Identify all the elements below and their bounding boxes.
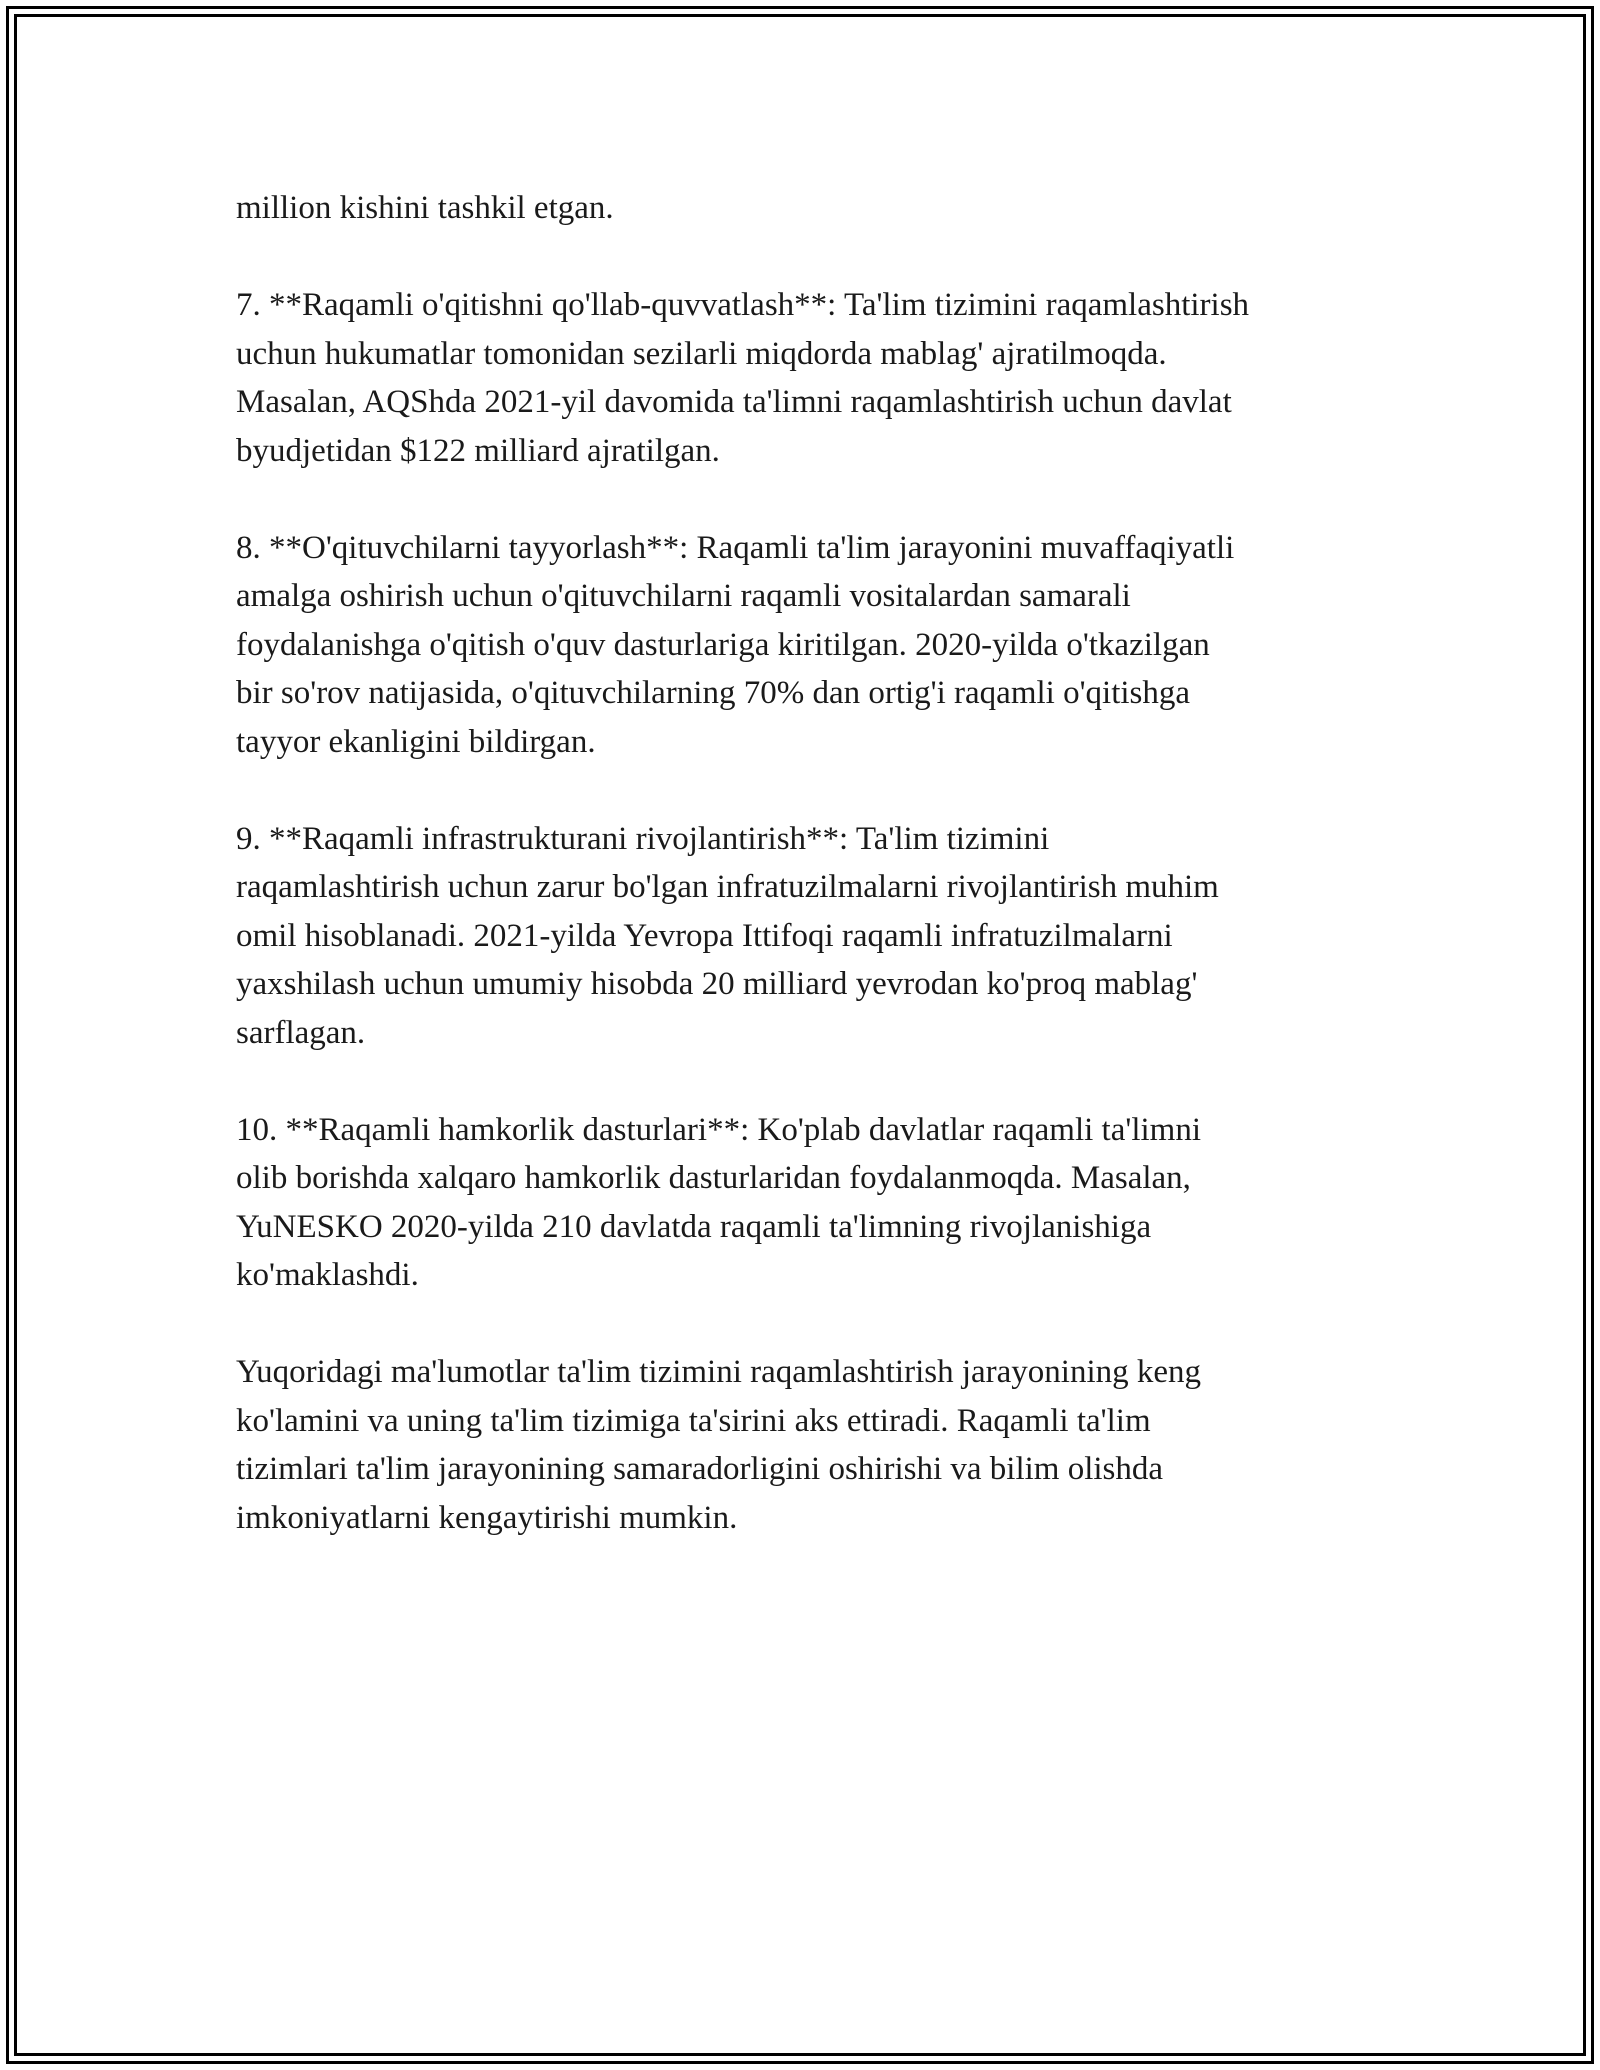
paragraph-continuation: million kishini tashkil etgan. [236, 190, 614, 226]
paragraph-item-10: 10. **Raqamli hamkorlik dasturlari**: Ko'plab davlatlar raqamli ta'limni olib borishda xalqaro hamkorlik dasturlaridan foydalanmoqda. Masalan, YuNESKO 2020-yilda 210 davlatda raqamli ta'limning rivojlanishiga ko'maklashdi. [236, 1111, 1201, 1293]
paragraph-item-7: 7. **Raqamli o'qitishni qo'llab-quvvatlash**: Ta'lim tizimini raqamlashtirish uchun hukumatlar tomonidan sezilarli miqdorda mablag' ajratilmoqda. Masalan, AQShda 2021-yil davomida ta'limni raqamlashtirish uchun davlat byudjetidan $122 milliard ajratilgan. [236, 287, 1250, 469]
paragraph-conclusion: Yuqoridagi ma'lumotlar ta'lim tizimini raqamlashtirish jarayonining keng ko'lamini va uning ta'lim tizimiga ta'sirini aks ettiradi. Raqamli ta'lim tizimlari ta'lim jarayonining samaradorligini oshirishi va bilim olishda imkoniyatlarni kengaytirishi mumkin. [236, 1354, 1202, 1536]
paragraph-item-9: 9. **Raqamli infrastrukturani rivojlantirish**: Ta'lim tizimini raqamlashtirish uchun zarur bo'lgan infratuzilmalarni rivojlantirish muhim omil hisoblanadi. 2021-yilda Yevropa Ittifoqi raqamli infratuzilmalarni yaxshilash uchun umumiy hisobda 20 milliard yevrodan ko'proq mablag' sarflagan. [236, 820, 1219, 1051]
paragraph-item-8: 8. **O'qituvchilarni tayyorlash**: Raqamli ta'lim jarayonini muvaffaqiyatli amalga oshirish uchun o'qituvchilarni raqamli vositalardan samarali foydalanishga o'qitish o'quv dasturlariga kiritilgan. 2020-yilda o'tkazilgan bir so'rov natijasida, o'qituvchilarning 70% dan ortig'i raqamli o'qitishga tayyor ekanligini bildirgan. [236, 529, 1235, 760]
document-body [236, 184, 1396, 1591]
